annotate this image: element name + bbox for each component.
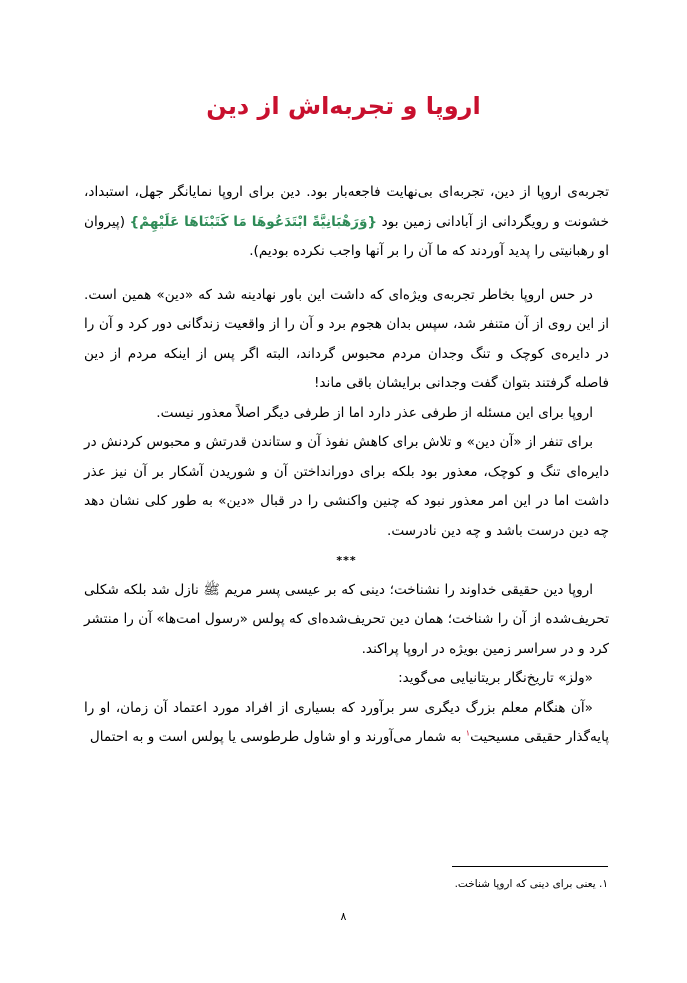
- paragraph-3: اروپا برای این مسئله از طرفی عذر دارد اما از طرفی دیگر اصلاً معذور نیست.: [156, 404, 593, 421]
- paragraph-1: [84, 178, 609, 267]
- paragraph-7: [84, 694, 609, 753]
- paragraph-5: اروپا دین حقیقی خداوند را نشناخت؛ دینی که بر عیسی پسر مریم ﷺ نازل شد بلکه شکلی تحریف‌شده از آن را شناخت؛ همان دین تحریف‌شده‌ای که پولس «رسول امت‌ها» آن را منتشر کرد و در سراسر زمین بویژه در اروپا پراکند.: [84, 581, 609, 657]
- paragraph-7-text-a: «آن هنگام معلم بزرگ دیگری سر برآورد که بسیاری از افراد مورد اعتماد آن زمان، او را پایه‌گذار حقیقی مسیحیت: [84, 699, 609, 745]
- paragraph-1-translation: (پیروان او رهبانیتی را پدید آوردند که ما آن را بر آنها واجب نکرده بودیم).: [84, 213, 609, 259]
- footnote-divider: [452, 866, 608, 867]
- paragraph-2: در حس اروپا بخاطر تجربه‌ی ویژه‌ای که داشت این باور نهادینه شد که «دین» همین است. از این روی از آن متنفر شد، سپس بدان هجوم برد و آن را از واقعیت زندگانی دور کرد و آن را در دایره‌ی کوچک و تنگ وجدان مردم محبوس گرداند، البته اگر پس از اینکه مردم از دین فاصله گرفتند بتوان گفت وجدانی برایشان باقی ماند!: [84, 286, 609, 391]
- paragraph-7-text-b: به شمار می‌آورند و او شاول طرطوسی یا پولس است و به احتمال: [89, 729, 466, 745]
- body-text: [84, 178, 609, 753]
- paragraph-1-text: تجربه‌ی اروپا از دین، تجربه‌ای بی‌نهایت فاجعه‌بار بود. دین برای اروپا نمایانگر جهل، استبداد، خشونت و رویگردانی از آبادانی زمین بود: [84, 184, 609, 230]
- paragraph-6: «ولز» تاریخ‌نگار بریتانیایی می‌گوید:: [398, 670, 593, 686]
- footnote-reference[interactable]: ۱: [465, 728, 471, 738]
- paragraph-4: برای تنفر از «آن دین» و تلاش برای کاهش نفوذ آن و ستاندن قدرتش و محبوس کردنش در دایره‌ای تنگ و کوچک، معذور بود بلکه برای دورانداختن آن و شوریدن آشکار بر آن نیز عذر داشت اما در این امر معذور نبود که چنین واکنشی را در قبال «دین» به طور کلی نشان دهد چه دین درست باشد و چه دین نادرست.: [84, 434, 609, 539]
- footnote: ۱. یعنی برای دینی که اروپا شناخت.: [454, 878, 608, 890]
- quran-verse: {وَرَهْبَانِيَّةً ابْتَدَعُوهَا مَا كَتَبْنَاهَا عَلَيْهِمْ}: [129, 213, 378, 230]
- page-title: اروپا و تجربه‌اش از دین: [206, 92, 481, 120]
- page-number: ۸: [340, 910, 347, 923]
- section-separator: ***: [336, 554, 357, 567]
